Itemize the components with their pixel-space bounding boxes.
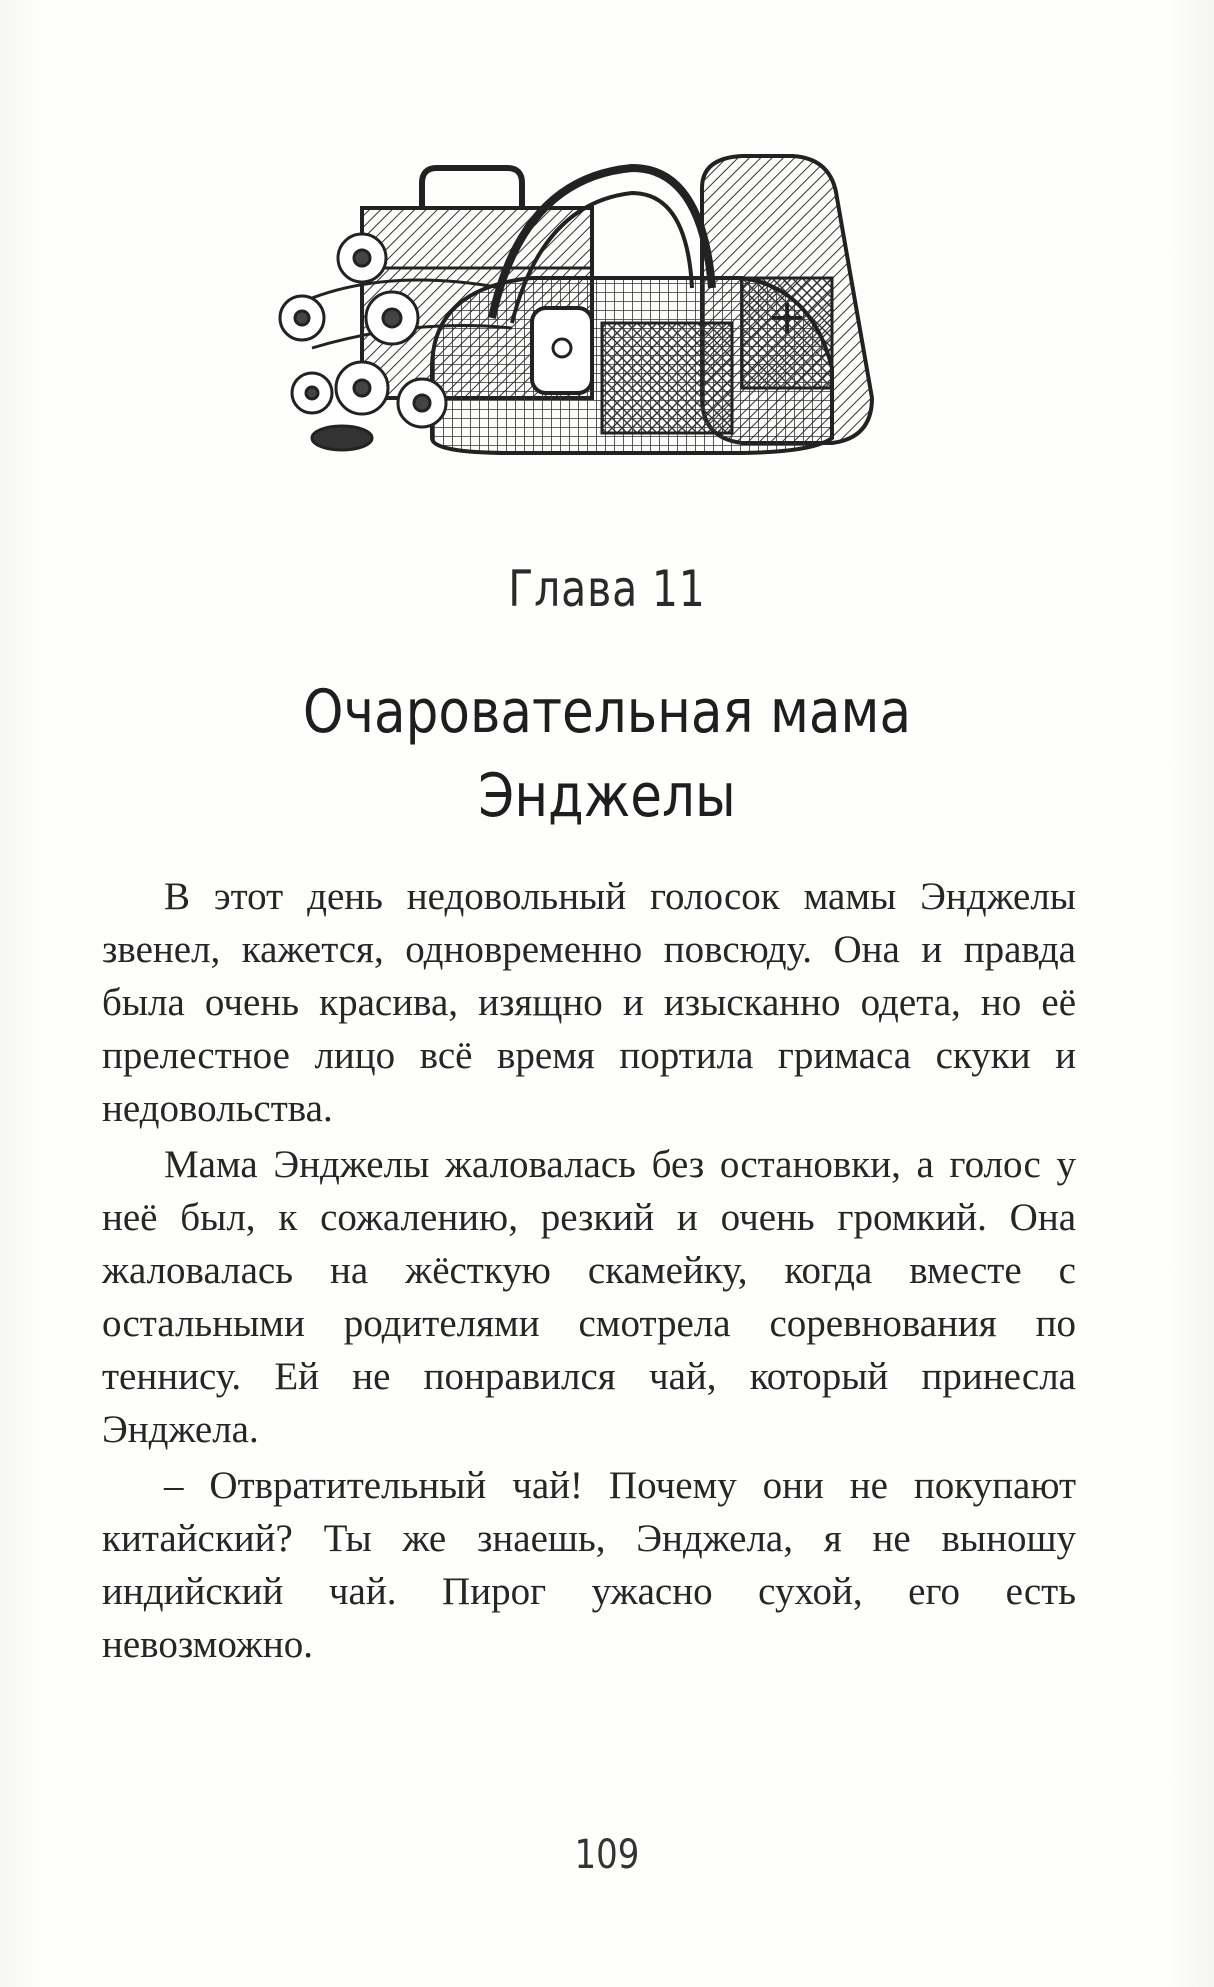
paragraph: Мама Энджелы жаловалась без остановки, а голос у неё был, к сожалению, резкий и очень громкий. Она жаловалась на жёсткую скамейку, когда вместе с остальными родителями смотрела соревнования по теннису. Ей не понравился чай, который принесла Энджела. [102,1143,1076,1451]
chapter-title-line-2: Энджелы [478,761,736,831]
chapter-title-line-1: Очаровательная мама [302,677,912,747]
paragraph: – Отвратительный чай! Почему они не покупают китайский? Ты же знаешь, Энджела, я не выношу индийский чай. Пирог ужасно сухой, его есть невозможно. [102,1464,1076,1666]
chapter-number: Глава 11 [508,560,706,618]
chapter-body [102,870,1076,1674]
bags-with-flowers-icon [272,148,902,460]
chapter-title [85,670,1129,838]
paragraph: В этот день недовольный голосок мамы Энджелы звенел, кажется, одновременно повсюду. Она и правда была очень красива, изящно и изысканно одета, но её прелестное лицо всё время портила гримаса скуки и недовольства. [102,875,1076,1130]
page-number: 109 [574,1832,640,1878]
